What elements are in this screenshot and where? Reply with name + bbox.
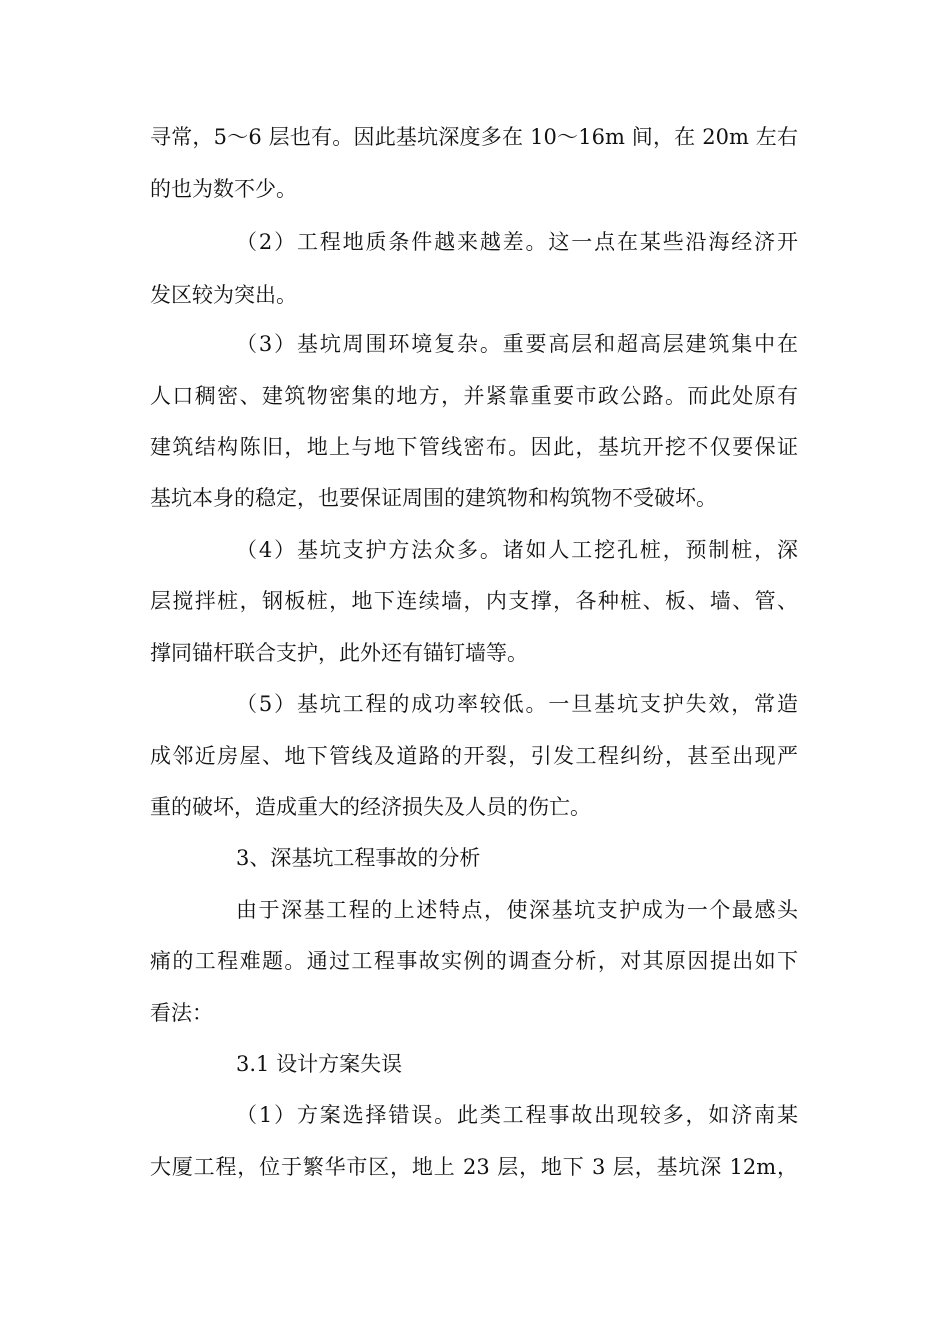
text-line-9: （4）基坑支护方法众多。诸如人工挖孔桩，预制桩，深 [236, 538, 798, 562]
text-line-16: 由于深基工程的上述特点，使深基坑支护成为一个最感头 [236, 898, 798, 922]
text-line-21: 大厦工程，位于繁华市区，地上 23 层，地下 3 层，基坑深 12m， [150, 1155, 798, 1179]
section-heading-3: 3、深基坑工程事故的分析 [236, 846, 481, 870]
text-line-1: 寻常，5～6 层也有。因此基坑深度多在 10～16m 间，在 20m 左右 [150, 125, 798, 149]
text-line-10: 层搅拌桩，钢板桩，地下连续墙，内支撑，各种桩、板、墙、管、 [150, 589, 798, 613]
text-line-7: 建筑结构陈旧，地上与地下管线密布。因此，基坑开挖不仅要保证 [150, 435, 798, 459]
text-line-20: （1）方案选择错误。此类工程事故出现较多，如济南某 [236, 1103, 798, 1127]
text-line-12: （5）基坑工程的成功率较低。一旦基坑支护失效，常造 [236, 692, 798, 716]
text-line-2: 的也为数不少。 [150, 177, 297, 201]
text-line-13: 成邻近房屋、地下管线及道路的开裂，引发工程纠纷，甚至出现严 [150, 744, 798, 768]
text-line-11: 撑同锚杆联合支护，此外还有锚钉墙等。 [150, 641, 528, 665]
text-line-8: 基坑本身的稳定，也要保证周围的建筑物和构筑物不受破坏。 [150, 486, 717, 510]
text-line-3: （2）工程地质条件越来越差。这一点在某些沿海经济开 [236, 230, 798, 254]
text-line-5: （3）基坑周围环境复杂。重要高层和超高层建筑集中在 [236, 332, 798, 356]
text-line-17: 痛的工程难题。通过工程事故实例的调查分析，对其原因提出如下 [150, 949, 798, 973]
text-line-4: 发区较为突出。 [150, 283, 297, 307]
subsection-heading-3-1: 3.1 设计方案失误 [236, 1052, 403, 1076]
text-line-6: 人口稠密、建筑物密集的地方，并紧靠重要市政公路。而此处原有 [150, 384, 798, 408]
text-line-18: 看法： [150, 1001, 213, 1025]
text-line-14: 重的破坏，造成重大的经济损失及人员的伤亡。 [150, 795, 591, 819]
